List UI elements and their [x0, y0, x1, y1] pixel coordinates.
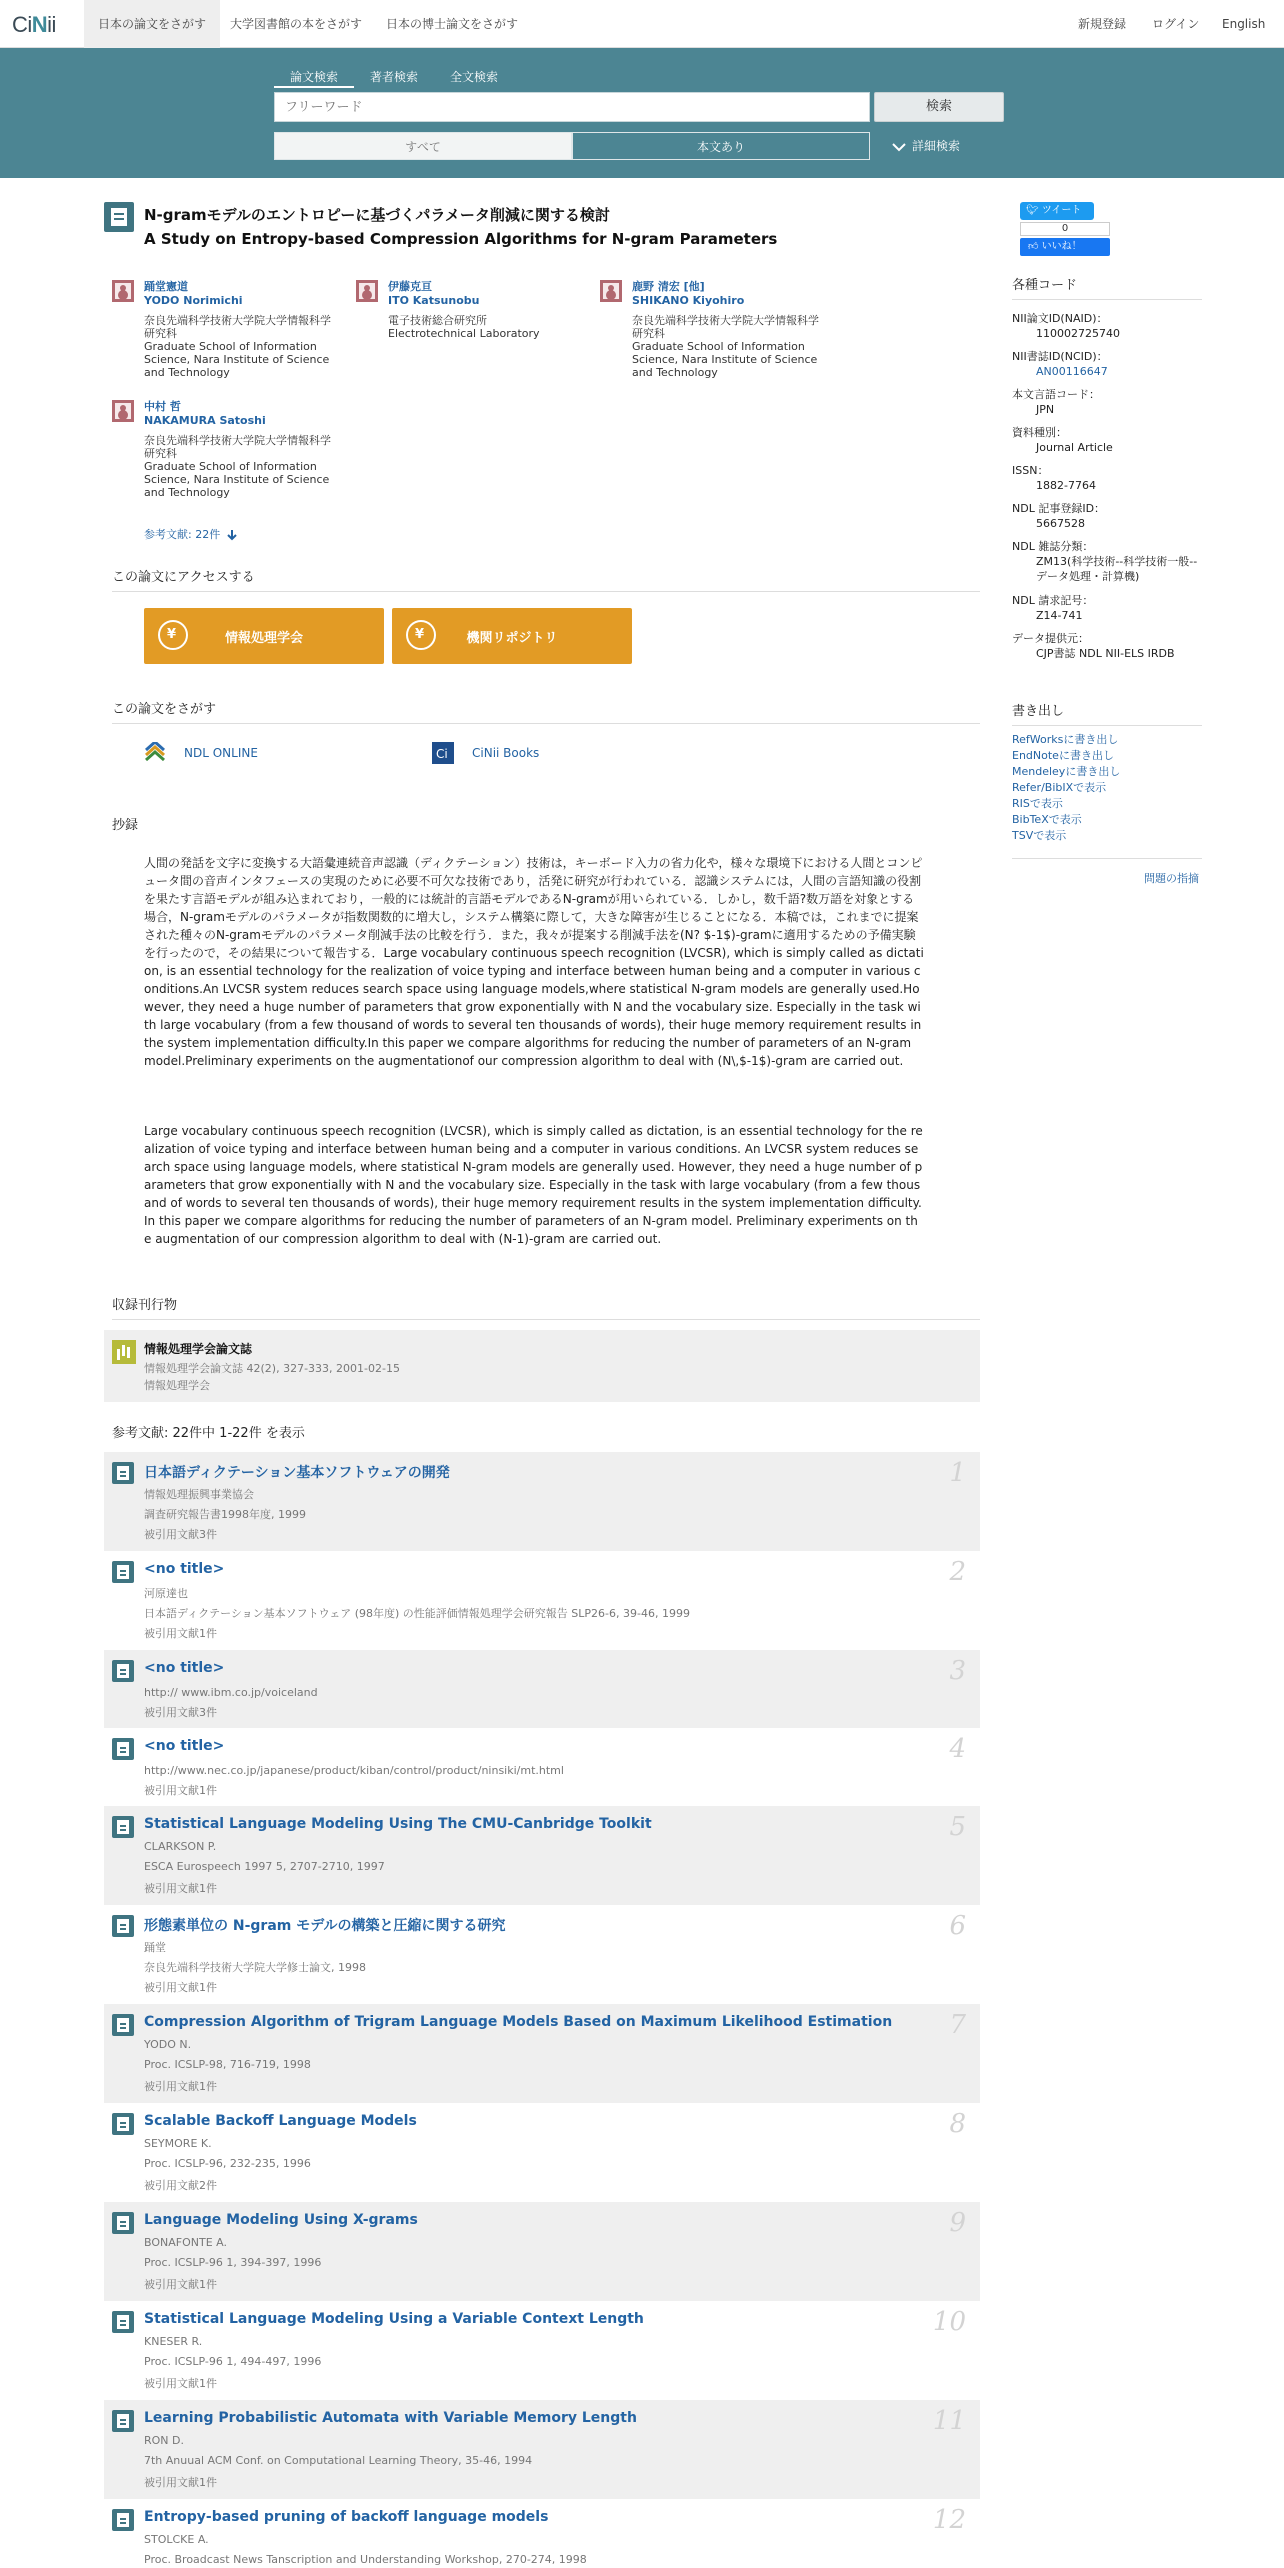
reference-cited-count[interactable]: 被引用文献1件	[144, 1627, 217, 1640]
article-icon	[112, 2311, 134, 2333]
export-heading: 書き出し	[1012, 700, 1202, 726]
code-label: NII書誌ID(NCID)：	[1012, 350, 1108, 363]
author-name-ja[interactable]: 伊藤克亘	[388, 280, 432, 293]
author-avatar-icon	[112, 400, 134, 422]
reference-item	[104, 1728, 980, 1806]
author-affiliation: 奈良先端科学技術大学院大学情報科学研究科 Graduate School of Information Science, Nara Institute of Science and Technology	[632, 314, 819, 379]
report-problem-link[interactable]: 問題の指摘	[1144, 872, 1199, 885]
code-value: ZM13(科学技術--科学技術一般--データ処理・計算機)	[1036, 555, 1198, 583]
reference-author: 情報処理振興事業協会	[144, 1488, 254, 1501]
reference-title[interactable]: <no title>	[144, 1561, 225, 1577]
journal-entry	[104, 1330, 980, 1402]
access-ipsj-button[interactable]: ¥ 情報処理学会	[144, 608, 384, 664]
journal-heading: 収録刊行物	[112, 1294, 980, 1320]
article-icon	[112, 1816, 134, 1838]
codes-heading: 各種コード	[1012, 274, 1202, 300]
references-jump-link[interactable]: 参考文献: 22件	[144, 526, 238, 542]
reference-author: 踊堂	[144, 1941, 166, 1954]
reference-author: CLARKSON P.	[144, 1840, 217, 1853]
journal-detail: 情報処理学会論文誌 42(2), 327-333, 2001-02-15	[144, 1362, 400, 1375]
author-name-en[interactable]: SHIKANO Kiyohiro	[632, 294, 745, 307]
facebook-like-button[interactable]: 👍︎ いいね！	[1020, 238, 1110, 256]
reference-source: Proc. ICSLP-98, 716-719, 1998	[144, 2058, 311, 2071]
author-name-ja[interactable]: 中村 哲	[144, 400, 181, 413]
abstract-heading: 抄録	[112, 818, 139, 833]
article-icon	[112, 1561, 134, 1583]
article-title-en: A Study on Entropy-based Compression Algorithms for N-gram Parameters	[144, 230, 778, 248]
reference-number: 4	[949, 1734, 966, 1764]
reference-cited-count[interactable]: 被引用文献3件	[144, 1528, 217, 1541]
export-refworks-link[interactable]: RefWorksに書き出し	[1012, 733, 1119, 746]
author-name-en[interactable]: ITO Katsunobu	[388, 294, 480, 307]
abstract-text-en: Large vocabulary continuous speech recognition (LVCSR), which is simply called as dictation, is an essential technology for the realization of voice typing and interface between human being and a computer in various conditions. An LVCSR system reduces search space using language models, where statistical N-gram models are generally used. However, they need a huge number of parameters that grow exponentially with N and the vocabulary size. Especially in the task with large vocabulary (from a few thousand of words to several ten thousands of words), their huge memory requirement results in the system implementation difficulty. In this paper we compare algorithms for reducing the number of parameters of an N-gram model. Preliminary experiments on the augmentation of our compression algorithm to deal with (N-1)-gram are carried out.	[144, 1124, 923, 1246]
code-label: 資料種別：	[1012, 426, 1067, 439]
reference-number: 11	[932, 2406, 966, 2436]
reference-cited-count[interactable]: 被引用文献1件	[144, 1784, 217, 1797]
access-repository-button[interactable]: ¥ 機関リポジトリ	[392, 608, 632, 664]
author-avatar-icon	[600, 280, 622, 302]
reference-cited-count[interactable]: 被引用文献3件	[144, 1706, 217, 1719]
journal-icon	[112, 1340, 136, 1364]
export-ris-link[interactable]: RISで表示	[1012, 797, 1063, 810]
reference-title[interactable]: <no title>	[144, 1738, 225, 1754]
search-tab-fulltext[interactable]: 全文検索	[450, 70, 499, 84]
tab-search-articles[interactable]: 日本の論文をさがす	[84, 0, 220, 48]
reference-title[interactable]: Scalable Backoff Language Models	[144, 2113, 417, 2129]
reference-author: KNESER R.	[144, 2335, 203, 2348]
reference-number: 1	[949, 1458, 966, 1488]
chevron-down-icon	[892, 142, 906, 152]
reference-cited-count[interactable]: 被引用文献2件	[144, 2179, 217, 2192]
search-input[interactable]	[274, 92, 870, 122]
reference-cited-count[interactable]: 被引用文献1件	[144, 1981, 217, 1994]
twitter-bird-icon: 🐦︎	[1026, 205, 1042, 216]
code-label: NDL 雑誌分類：	[1012, 540, 1094, 553]
reference-item	[104, 2103, 980, 2202]
reference-item	[104, 2202, 980, 2301]
journal-title[interactable]: 情報処理学会論文誌	[144, 1342, 253, 1356]
login-link[interactable]: ログイン	[1152, 17, 1200, 31]
reference-number: 9	[949, 2208, 966, 2238]
thumbs-up-icon: 👍︎	[1028, 241, 1042, 252]
svg-text:Ci: Ci	[436, 747, 448, 761]
reference-author: STOLCKE A.	[144, 2533, 209, 2546]
reference-item	[104, 1650, 980, 1728]
journal-publisher: 情報処理学会	[144, 1379, 210, 1392]
reference-source: 日本語ディクテーション基本ソフトウェア (98年度) の性能評価情報処理学会研究報告 SLP26-6, 39-46, 1999	[144, 1607, 690, 1620]
ncid-link[interactable]: AN00116647	[1036, 365, 1108, 378]
like-count: 0	[1020, 222, 1110, 236]
reference-source: Proc. ICSLP-96 1, 394-397, 1996	[144, 2256, 322, 2269]
language-link[interactable]: English	[1222, 17, 1266, 31]
search-button[interactable]: 検索	[874, 92, 1004, 122]
access-heading: この論文にアクセスする	[112, 566, 980, 592]
author-affiliation: 奈良先端科学技術大学院大学情報科学研究科 Graduate School of Information Science, Nara Institute of Science and Technology	[144, 434, 331, 499]
reference-source: Proc. ICSLP-96, 232-235, 1996	[144, 2157, 311, 2170]
reference-title[interactable]: Learning Probabilistic Automata with Variable Memory Length	[144, 2410, 637, 2426]
code-value: CJP書誌 NDL NII-ELS IRDB	[1036, 647, 1175, 660]
code-value: Journal Article	[1036, 441, 1113, 454]
reference-title[interactable]: Statistical Language Modeling Using The CMU-Canbridge Toolkit	[144, 1816, 652, 1832]
tab-search-books[interactable]: 大学図書館の本をさがす	[230, 17, 363, 31]
article-icon	[112, 1738, 134, 1760]
signup-link[interactable]: 新規登録	[1078, 17, 1127, 31]
reference-source: http:// www.ibm.co.jp/voiceland	[144, 1686, 318, 1699]
reference-number: 3	[949, 1656, 966, 1686]
find-heading: この論文をさがす	[112, 698, 980, 724]
reference-source: ESCA Eurospeech 1997 5, 2707-2710, 1997	[144, 1860, 385, 1873]
export-refer-link[interactable]: Refer/BibIXで表示	[1012, 781, 1107, 794]
article-icon	[112, 2410, 134, 2432]
article-icon	[104, 202, 134, 232]
reference-number: 7	[949, 2010, 966, 2040]
reference-source: 奈良先端科学技術大学院大学修士論文, 1998	[144, 1961, 366, 1974]
article-title-ja: N-gramモデルのエントロピーに基づくパラメータ削減に関する検討	[144, 206, 610, 224]
reference-title[interactable]: Statistical Language Modeling Using a Variable Context Length	[144, 2311, 644, 2327]
reference-author: RON D.	[144, 2434, 184, 2447]
code-label: NDL 請求記号：	[1012, 594, 1094, 607]
filter-fulltext-toggle[interactable]: 本文あり	[572, 132, 870, 160]
author-avatar-icon	[112, 280, 134, 302]
reference-cited-count[interactable]: 被引用文献1件	[144, 2377, 217, 2390]
reference-title[interactable]: 日本語ディクテーション基本ソフトウェアの開発	[144, 1465, 450, 1481]
ndl-online-icon	[144, 742, 166, 764]
author-avatar-icon	[356, 280, 378, 302]
article-icon	[112, 1660, 134, 1682]
export-mendeley-link[interactable]: Mendeleyに書き出し	[1012, 765, 1121, 778]
reference-item	[104, 2301, 980, 2400]
reference-item	[104, 2499, 980, 2568]
search-tab-authors[interactable]: 著者検索	[370, 70, 419, 84]
article-icon	[112, 2212, 134, 2234]
tab-search-dissertations[interactable]: 日本の博士論文をさがす	[386, 17, 519, 31]
divider	[1012, 858, 1202, 859]
author-affiliation: 電子技術総合研究所 Electrotechnical Laboratory	[388, 314, 540, 340]
author-name-ja[interactable]: 踊堂憲道	[144, 280, 188, 293]
filter-all-toggle[interactable]: すべて	[274, 132, 572, 160]
reference-author: YODO N.	[144, 2038, 192, 2051]
export-bibtex-link[interactable]: BibTeXで表示	[1012, 813, 1082, 826]
advanced-search-link[interactable]	[892, 132, 960, 160]
reference-title[interactable]: Compression Algorithm of Trigram Language Models Based on Maximum Likelihood Estimation	[144, 2014, 893, 2030]
reference-source: http://www.nec.co.jp/japanese/product/kiban/control/product/ninsiki/mt.html	[144, 1764, 564, 1777]
reference-source: Proc. Broadcast News Tanscription and Understanding Workshop, 270-274, 1998	[144, 2553, 587, 2566]
reference-cited-count[interactable]: 被引用文献1件	[144, 2080, 217, 2093]
reference-number: 6	[949, 1911, 966, 1941]
reference-item	[104, 1452, 980, 1551]
code-label: データ提供元：	[1012, 632, 1089, 645]
export-endnote-link[interactable]: EndNoteに書き出し	[1012, 749, 1114, 762]
code-label: NDL 記事登録ID：	[1012, 502, 1106, 515]
references-heading: 参考文献: 22件中 1-22件 を表示	[112, 1426, 305, 1441]
author-affiliation: 奈良先端科学技術大学院大学情報科学研究科 Graduate School of Information Science, Nara Institute of Science and Technology	[144, 314, 331, 379]
reference-author: 河原達也	[144, 1587, 188, 1600]
reference-title[interactable]: Language Modeling Using X-grams	[144, 2212, 418, 2228]
reference-item	[104, 1551, 980, 1650]
author-name-en[interactable]: NAKAMURA Satoshi	[144, 414, 266, 427]
reference-title[interactable]: Entropy-based pruning of backoff language models	[144, 2509, 549, 2525]
reference-cited-count[interactable]: 被引用文献1件	[144, 2278, 217, 2291]
reference-title[interactable]: <no title>	[144, 1660, 225, 1676]
reference-item	[104, 1905, 980, 2004]
reference-item	[104, 2004, 980, 2103]
article-icon	[112, 2113, 134, 2135]
reference-source: 調査研究報告書1998年度, 1999	[144, 1508, 306, 1521]
code-label: 本文言語コード：	[1012, 388, 1100, 401]
article-icon	[112, 1462, 134, 1484]
reference-number: 12	[932, 2505, 966, 2535]
reference-number: 2	[949, 1557, 966, 1587]
article-icon	[112, 2014, 134, 2036]
reference-author: BONAFONTE A.	[144, 2236, 227, 2249]
reference-source: 7th Anuual ACM Conf. on Computational Learning Theory, 35-46, 1994	[144, 2454, 533, 2467]
reference-number: 8	[949, 2109, 966, 2139]
reference-cited-count[interactable]: 被引用文献1件	[144, 2476, 217, 2489]
code-label: ISSN：	[1012, 464, 1049, 477]
article-icon	[112, 2509, 134, 2531]
reference-item	[104, 2400, 980, 2499]
cinii-books-icon	[432, 742, 454, 764]
reference-number: 10	[932, 2307, 966, 2337]
code-value: JPN	[1036, 403, 1055, 416]
reference-source: Proc. ICSLP-96 1, 494-497, 1996	[144, 2355, 322, 2368]
advanced-search-label: 詳細検索	[912, 139, 961, 153]
search-tab-articles[interactable]: 論文検索	[274, 66, 354, 88]
reference-cited-count[interactable]: 被引用文献1件	[144, 1882, 217, 1895]
reference-item	[104, 1806, 980, 1905]
arrow-down-icon	[226, 529, 238, 541]
reference-number: 5	[949, 1812, 966, 1842]
tweet-button[interactable]: 🐦︎ ツイート	[1020, 202, 1094, 220]
code-value: 110002725740	[1036, 327, 1120, 340]
article-icon	[112, 1915, 134, 1937]
author-name-ja[interactable]: 鹿野 清宏 [他]	[632, 280, 705, 293]
abstract-text-ja: 人間の発話を文字に変換する大語彙連続音声認識（ディクテーション）技術は，キーボード入力の省力化や，様々な環境下における人間とコンピュータ間の音声インタフェースの実現のために必要不可欠な技術であり，活発に研究が行われている．認識システムには，人間の言語知識の役割を果たす言語モデルが組み込まれており，一般的には統計的言語モデルであるN-gramが用いられている．しかし，数千語?数万語を対象とする場合，N-gramモデルのパラメータが指数関数的に増大し，システム構築に際して，大きな障害が生じることになる．本稿では，これまでに提案された種々のN-gramモデルのパラメータ削減手法の比較を行う．また，我々が提案する削減手法を(N? $-1$)-gramに適用するための予備実験を行ったので，その結果について報告する．Large vocabulary continuous speech recognition (LVCSR), which is simply called as dictation, is an essential technology for the realization of voice typing and interface between human being and a computer in various conditions.An LVCSR system reduces search space using language models,where statistical N-gram models are generally used.However, they need a huge number of parameters that grow exponentially with N and the vocabulary size. Especially in the task with large vocabulary (from a few thousand of words to several ten thousands of words), their huge memory requirement results in the system implementation difficulty.In this paper we compare algorithms for reducing the number of parameters of an N-gram model.Preliminary experiments on the augmentationof our compression algorithm to deal with (N\,$-1$)-gram are carried out.	[144, 856, 924, 1068]
export-tsv-link[interactable]: TSVで表示	[1012, 829, 1067, 842]
author-name-en[interactable]: YODO Norimichi	[144, 294, 243, 307]
top-navigation	[0, 0, 1284, 48]
reference-author: SEYMORE K.	[144, 2137, 212, 2150]
code-value: 1882-7764	[1036, 479, 1096, 492]
reference-title[interactable]: 形態素単位の N-gram モデルの構築と圧縮に関する研究	[144, 1918, 506, 1934]
cinii-logo[interactable]: CiNii	[12, 12, 56, 37]
code-value: Z14-741	[1036, 609, 1083, 622]
code-value: 5667528	[1036, 517, 1085, 530]
code-label: NII論文ID(NAID)：	[1012, 312, 1108, 325]
